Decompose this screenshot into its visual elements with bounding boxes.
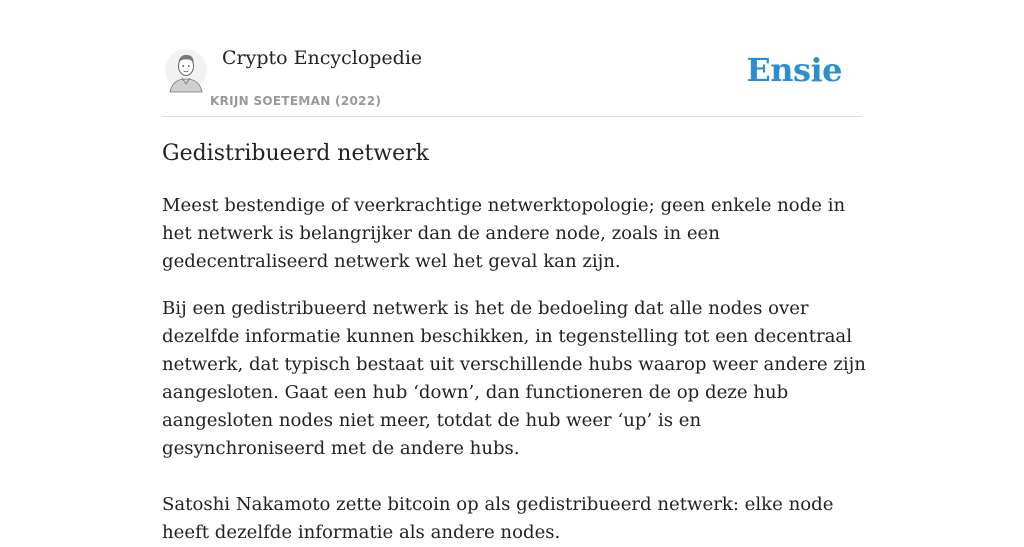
ensie-logo[interactable]: Ensie (746, 51, 842, 89)
encyclopedia-title[interactable]: Crypto Encyclopedie (222, 47, 423, 69)
author-name[interactable]: KRIJN SOETEMAN (2022) (210, 94, 382, 108)
article-paragraph: Satoshi Nakamoto zette bitcoin op als gedistribueerd netwerk: elke node heeft dezelfde informatie als andere nodes. (162, 494, 834, 543)
article-paragraph: Meest bestendige of veerkrachtige netwerktopologie; geen enkele node in het netwerk is belangrijker dan de andere node, zoals in een gedecentraliseerd netwerk wel het geval kan zijn. (162, 195, 846, 272)
article-paragraph: Bij een gedistribueerd netwerk is het de bedoeling dat alle nodes over dezelfde informatie kunnen beschikken, in tegenstelling tot een decentraal netwerk, dat typisch bestaat uit verschillende hubs waarop weer andere zijn aangesloten. Gaat een hub ‘down’, dan functioneren de op deze hub aangesloten nodes niet meer, totdat de hub weer ‘up’ is en gesynchroniseerd met de andere hubs. (162, 298, 866, 459)
encyclopedia-header (162, 40, 862, 117)
page-title: Gedistribueerd netwerk (162, 141, 430, 166)
article (162, 138, 867, 547)
author-avatar-icon[interactable] (164, 48, 208, 92)
